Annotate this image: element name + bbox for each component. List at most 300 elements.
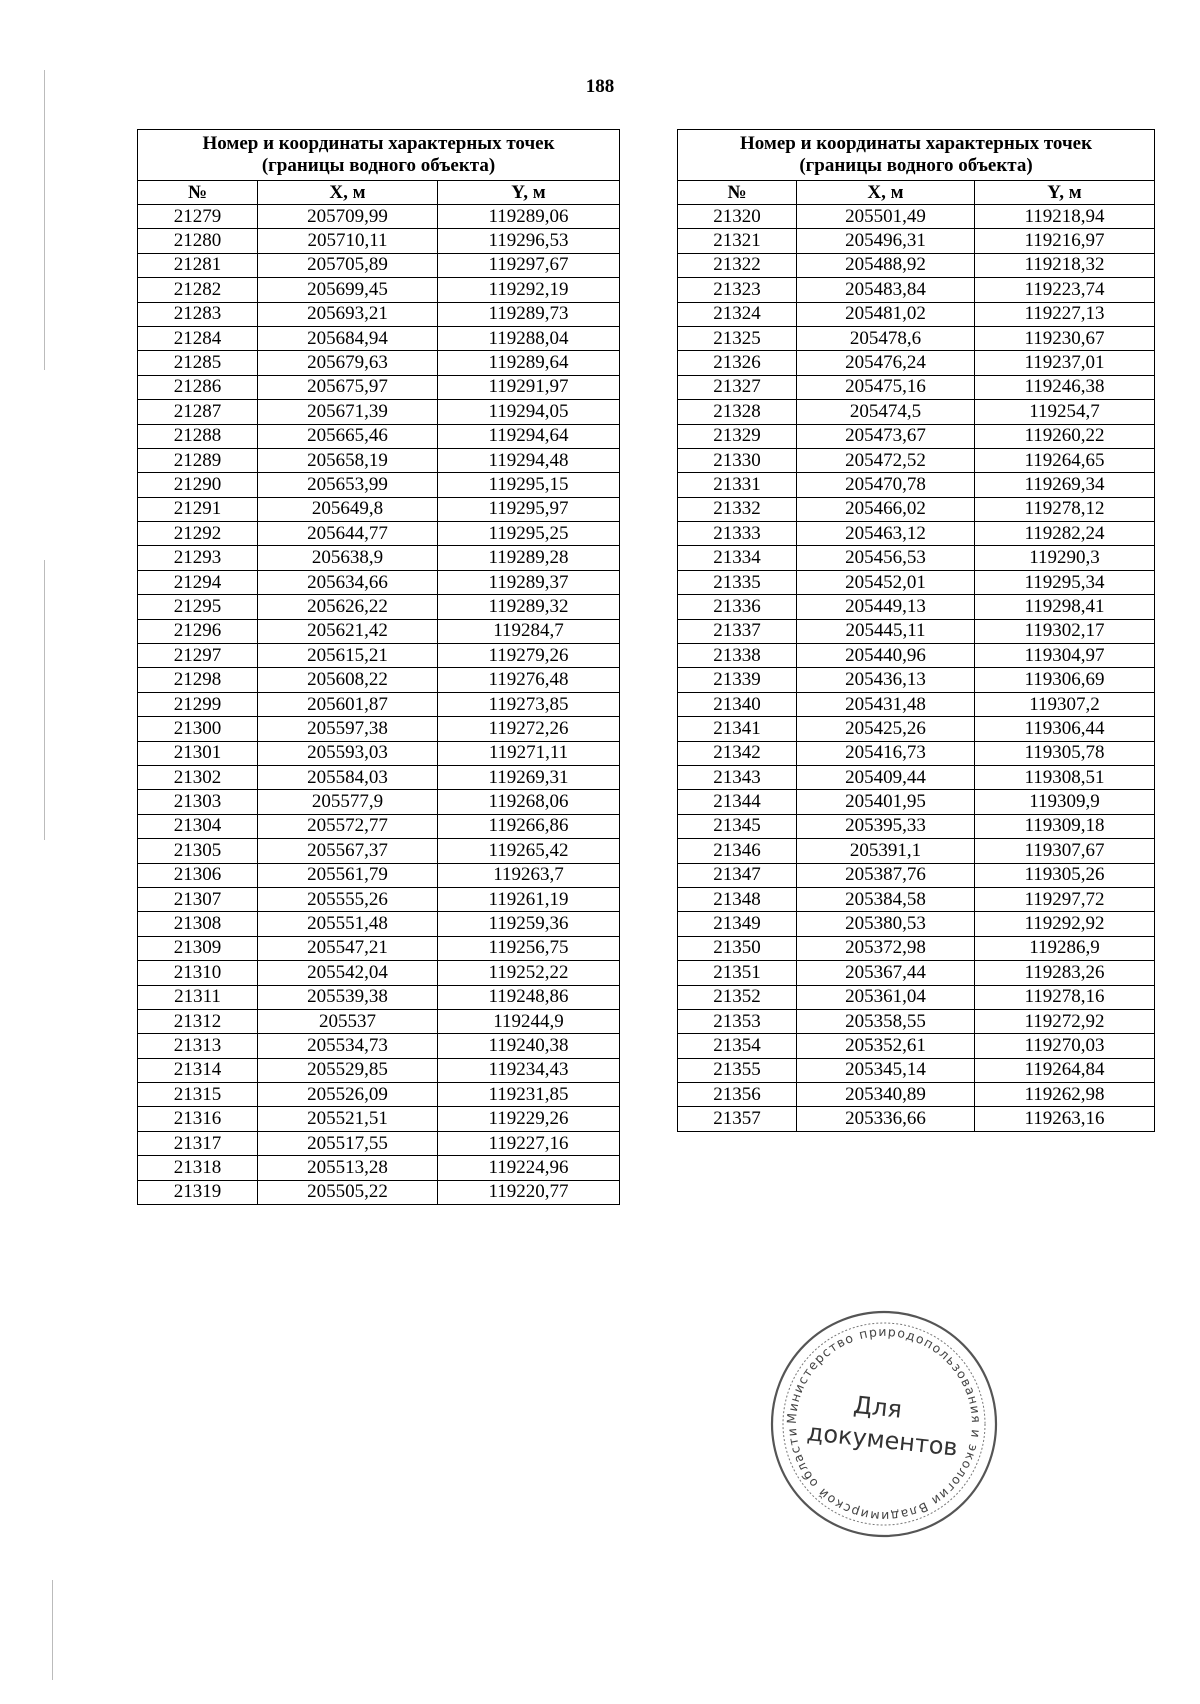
cell-y-coordinate: 119268,06: [438, 790, 620, 814]
cell-y-coordinate: 119234,43: [438, 1058, 620, 1082]
cell-x-coordinate: 205584,03: [258, 765, 438, 789]
cell-x-coordinate: 205649,8: [258, 497, 438, 521]
cell-y-coordinate: 119282,24: [975, 522, 1155, 546]
table-row: [138, 839, 620, 863]
table-row: [678, 790, 1155, 814]
table-row: [138, 936, 620, 960]
table-row: [138, 253, 620, 277]
cell-y-coordinate: 119227,16: [438, 1131, 620, 1155]
cell-y-coordinate: 119259,36: [438, 912, 620, 936]
cell-y-coordinate: 119294,48: [438, 448, 620, 472]
cell-point-number: 21352: [678, 985, 797, 1009]
cell-y-coordinate: 119229,26: [438, 1107, 620, 1131]
cell-x-coordinate: 205709,99: [258, 205, 438, 229]
cell-y-coordinate: 119289,28: [438, 546, 620, 570]
cell-point-number: 21338: [678, 644, 797, 668]
cell-point-number: 21303: [138, 790, 258, 814]
cell-x-coordinate: 205577,9: [258, 790, 438, 814]
cell-point-number: 21294: [138, 570, 258, 594]
cell-x-coordinate: 205699,45: [258, 278, 438, 302]
cell-point-number: 21283: [138, 302, 258, 326]
cell-point-number: 21325: [678, 326, 797, 350]
cell-x-coordinate: 205653,99: [258, 473, 438, 497]
cell-y-coordinate: 119237,01: [975, 351, 1155, 375]
table-row: [678, 351, 1155, 375]
cell-x-coordinate: 205358,55: [797, 1009, 975, 1033]
cell-point-number: 21340: [678, 692, 797, 716]
cell-y-coordinate: 119295,97: [438, 497, 620, 521]
cell-y-coordinate: 119292,19: [438, 278, 620, 302]
cell-y-coordinate: 119304,97: [975, 644, 1155, 668]
cell-point-number: 21298: [138, 668, 258, 692]
cell-x-coordinate: 205517,55: [258, 1131, 438, 1155]
cell-x-coordinate: 205372,98: [797, 936, 975, 960]
cell-y-coordinate: 119283,26: [975, 961, 1155, 985]
cell-point-number: 21304: [138, 814, 258, 838]
cell-x-coordinate: 205551,48: [258, 912, 438, 936]
cell-x-coordinate: 205416,73: [797, 741, 975, 765]
cell-point-number: 21357: [678, 1107, 797, 1131]
cell-y-coordinate: 119307,67: [975, 839, 1155, 863]
cell-point-number: 21290: [138, 473, 258, 497]
cell-point-number: 21346: [678, 839, 797, 863]
table-row: [138, 595, 620, 619]
table-row: [138, 1107, 620, 1131]
cell-x-coordinate: 205361,04: [797, 985, 975, 1009]
cell-y-coordinate: 119260,22: [975, 424, 1155, 448]
cell-y-coordinate: 119269,34: [975, 473, 1155, 497]
cell-y-coordinate: 119302,17: [975, 619, 1155, 643]
cell-x-coordinate: 205675,97: [258, 375, 438, 399]
cell-y-coordinate: 119297,72: [975, 887, 1155, 911]
cell-x-coordinate: 205425,26: [797, 717, 975, 741]
table-row: [138, 1156, 620, 1180]
cell-y-coordinate: 119284,7: [438, 619, 620, 643]
cell-y-coordinate: 119297,67: [438, 253, 620, 277]
cell-x-coordinate: 205526,09: [258, 1083, 438, 1107]
table-row: [138, 1058, 620, 1082]
cell-x-coordinate: 205634,66: [258, 570, 438, 594]
cell-x-coordinate: 205710,11: [258, 229, 438, 253]
cell-y-coordinate: 119273,85: [438, 692, 620, 716]
cell-y-coordinate: 119218,94: [975, 205, 1155, 229]
cell-x-coordinate: 205474,5: [797, 400, 975, 424]
cell-y-coordinate: 119272,26: [438, 717, 620, 741]
cell-point-number: 21302: [138, 765, 258, 789]
cell-x-coordinate: 205483,84: [797, 278, 975, 302]
table-row: [138, 351, 620, 375]
cell-x-coordinate: 205409,44: [797, 765, 975, 789]
table-row: [138, 400, 620, 424]
table-row: [678, 424, 1155, 448]
cell-y-coordinate: 119307,2: [975, 692, 1155, 716]
cell-point-number: 21297: [138, 644, 258, 668]
column-header-y: Y, м: [438, 181, 620, 205]
table-row: [678, 1009, 1155, 1033]
cell-x-coordinate: 205572,77: [258, 814, 438, 838]
cell-x-coordinate: 205705,89: [258, 253, 438, 277]
cell-x-coordinate: 205615,21: [258, 644, 438, 668]
cell-point-number: 21307: [138, 887, 258, 911]
cell-y-coordinate: 119290,3: [975, 546, 1155, 570]
cell-point-number: 21330: [678, 448, 797, 472]
cell-point-number: 21332: [678, 497, 797, 521]
cell-x-coordinate: 205391,1: [797, 839, 975, 863]
cell-point-number: 21344: [678, 790, 797, 814]
table-row: [678, 717, 1155, 741]
cell-y-coordinate: 119254,7: [975, 400, 1155, 424]
table-caption-row: [678, 130, 1155, 181]
cell-x-coordinate: 205593,03: [258, 741, 438, 765]
cell-x-coordinate: 205475,16: [797, 375, 975, 399]
table-row: [138, 424, 620, 448]
table-row: [678, 522, 1155, 546]
cell-point-number: 21321: [678, 229, 797, 253]
cell-point-number: 21314: [138, 1058, 258, 1082]
cell-point-number: 21282: [138, 278, 258, 302]
cell-point-number: 21291: [138, 497, 258, 521]
cell-point-number: 21337: [678, 619, 797, 643]
cell-point-number: 21286: [138, 375, 258, 399]
cell-x-coordinate: 205601,87: [258, 692, 438, 716]
table-row: [678, 1107, 1155, 1131]
cell-y-coordinate: 119278,12: [975, 497, 1155, 521]
cell-point-number: 21293: [138, 546, 258, 570]
cell-point-number: 21306: [138, 863, 258, 887]
table-row: [138, 668, 620, 692]
table-row: [678, 985, 1155, 1009]
table-row: [138, 985, 620, 1009]
table-row: [678, 692, 1155, 716]
table-row: [138, 326, 620, 350]
table-row: [138, 1131, 620, 1155]
cell-x-coordinate: 205481,02: [797, 302, 975, 326]
cell-y-coordinate: 119231,85: [438, 1083, 620, 1107]
cell-point-number: 21318: [138, 1156, 258, 1180]
cell-point-number: 21348: [678, 887, 797, 911]
cell-x-coordinate: 205513,28: [258, 1156, 438, 1180]
cell-y-coordinate: 119289,32: [438, 595, 620, 619]
table-body-left: [138, 205, 620, 1205]
column-header-number: №: [678, 181, 797, 205]
stamp-center-line-2: документов: [805, 1418, 960, 1462]
table-row: [678, 253, 1155, 277]
cell-x-coordinate: 205561,79: [258, 863, 438, 887]
table-row: [678, 205, 1155, 229]
cell-x-coordinate: 205542,04: [258, 961, 438, 985]
table-row: [138, 912, 620, 936]
cell-x-coordinate: 205534,73: [258, 1034, 438, 1058]
cell-point-number: 21339: [678, 668, 797, 692]
table-row: [678, 814, 1155, 838]
cell-point-number: 21335: [678, 570, 797, 594]
cell-x-coordinate: 205367,44: [797, 961, 975, 985]
cell-x-coordinate: 205555,26: [258, 887, 438, 911]
coordinates-table-left: [137, 129, 620, 1205]
cell-point-number: 21316: [138, 1107, 258, 1131]
table-row: [678, 887, 1155, 911]
cell-y-coordinate: 119289,64: [438, 351, 620, 375]
table-row: [138, 863, 620, 887]
cell-x-coordinate: 205547,21: [258, 936, 438, 960]
cell-y-coordinate: 119223,74: [975, 278, 1155, 302]
cell-y-coordinate: 119276,48: [438, 668, 620, 692]
table-caption: [138, 130, 620, 181]
cell-x-coordinate: 205452,01: [797, 570, 975, 594]
cell-y-coordinate: 119216,97: [975, 229, 1155, 253]
cell-y-coordinate: 119244,9: [438, 1009, 620, 1033]
table-row: [138, 644, 620, 668]
table-row: [678, 400, 1155, 424]
cell-y-coordinate: 119279,26: [438, 644, 620, 668]
cell-y-coordinate: 119266,86: [438, 814, 620, 838]
cell-x-coordinate: 205537: [258, 1009, 438, 1033]
table-caption-line-2: (границы водного объекта): [261, 155, 496, 176]
table-row: [678, 570, 1155, 594]
table-row: [678, 473, 1155, 497]
cell-point-number: 21289: [138, 448, 258, 472]
table-row: [678, 278, 1155, 302]
cell-y-coordinate: 119295,34: [975, 570, 1155, 594]
cell-point-number: 21343: [678, 765, 797, 789]
table-caption: [678, 130, 1155, 181]
cell-y-coordinate: 119291,97: [438, 375, 620, 399]
cell-x-coordinate: 205440,96: [797, 644, 975, 668]
table-header-row: [678, 181, 1155, 205]
cell-y-coordinate: 119256,75: [438, 936, 620, 960]
cell-y-coordinate: 119272,92: [975, 1009, 1155, 1033]
cell-point-number: 21279: [138, 205, 258, 229]
cell-x-coordinate: 205345,14: [797, 1058, 975, 1082]
cell-x-coordinate: 205597,38: [258, 717, 438, 741]
table-row: [138, 522, 620, 546]
cell-y-coordinate: 119289,37: [438, 570, 620, 594]
table-row: [138, 1034, 620, 1058]
table-row: [678, 863, 1155, 887]
table-row: [678, 448, 1155, 472]
cell-y-coordinate: 119246,38: [975, 375, 1155, 399]
table-row: [678, 497, 1155, 521]
cell-y-coordinate: 119296,53: [438, 229, 620, 253]
table-row: [138, 887, 620, 911]
cell-y-coordinate: 119265,42: [438, 839, 620, 863]
cell-x-coordinate: 205445,11: [797, 619, 975, 643]
cell-point-number: 21326: [678, 351, 797, 375]
table-row: [678, 741, 1155, 765]
cell-x-coordinate: 205478,6: [797, 326, 975, 350]
cell-y-coordinate: 119292,92: [975, 912, 1155, 936]
cell-y-coordinate: 119309,18: [975, 814, 1155, 838]
cell-point-number: 21319: [138, 1180, 258, 1204]
cell-y-coordinate: 119289,73: [438, 302, 620, 326]
table-row: [138, 278, 620, 302]
cell-point-number: 21300: [138, 717, 258, 741]
table-row: [138, 448, 620, 472]
table-row: [138, 1083, 620, 1107]
cell-x-coordinate: 205608,22: [258, 668, 438, 692]
column-header-y: Y, м: [975, 181, 1155, 205]
cell-y-coordinate: 119271,11: [438, 741, 620, 765]
cell-x-coordinate: 205505,22: [258, 1180, 438, 1204]
table-row: [678, 644, 1155, 668]
cell-point-number: 21347: [678, 863, 797, 887]
cell-point-number: 21353: [678, 1009, 797, 1033]
cell-y-coordinate: 119263,7: [438, 863, 620, 887]
cell-y-coordinate: 119269,31: [438, 765, 620, 789]
cell-point-number: 21323: [678, 278, 797, 302]
table-row: [678, 1058, 1155, 1082]
cell-y-coordinate: 119248,86: [438, 985, 620, 1009]
cell-y-coordinate: 119288,04: [438, 326, 620, 350]
cell-y-coordinate: 119220,77: [438, 1180, 620, 1204]
cell-y-coordinate: 119224,96: [438, 1156, 620, 1180]
cell-x-coordinate: 205431,48: [797, 692, 975, 716]
cell-point-number: 21336: [678, 595, 797, 619]
table-row: [138, 619, 620, 643]
cell-x-coordinate: 205521,51: [258, 1107, 438, 1131]
cell-x-coordinate: 205340,89: [797, 1083, 975, 1107]
table-row: [138, 497, 620, 521]
table-row: [678, 229, 1155, 253]
cell-x-coordinate: 205476,24: [797, 351, 975, 375]
table-row: [678, 839, 1155, 863]
table-caption-line-2: (границы водного объекта): [799, 155, 1033, 176]
cell-point-number: 21312: [138, 1009, 258, 1033]
table-row: [138, 229, 620, 253]
cell-point-number: 21317: [138, 1131, 258, 1155]
cell-x-coordinate: 205626,22: [258, 595, 438, 619]
table-row: [138, 375, 620, 399]
cell-point-number: 21320: [678, 205, 797, 229]
table-row: [678, 302, 1155, 326]
table-row: [678, 1083, 1155, 1107]
cell-point-number: 21322: [678, 253, 797, 277]
cell-x-coordinate: 205463,12: [797, 522, 975, 546]
table-row: [138, 741, 620, 765]
cell-y-coordinate: 119294,05: [438, 400, 620, 424]
cell-y-coordinate: 119305,26: [975, 863, 1155, 887]
cell-point-number: 21328: [678, 400, 797, 424]
cell-x-coordinate: 205529,85: [258, 1058, 438, 1082]
cell-y-coordinate: 119295,25: [438, 522, 620, 546]
cell-point-number: 21308: [138, 912, 258, 936]
table-row: [138, 205, 620, 229]
table-row: [678, 912, 1155, 936]
cell-point-number: 21281: [138, 253, 258, 277]
cell-point-number: 21333: [678, 522, 797, 546]
cell-point-number: 21284: [138, 326, 258, 350]
cell-point-number: 21329: [678, 424, 797, 448]
stamp-center-line-1: Для: [852, 1390, 904, 1424]
cell-x-coordinate: 205621,42: [258, 619, 438, 643]
cell-point-number: 21287: [138, 400, 258, 424]
cell-point-number: 21296: [138, 619, 258, 643]
cell-x-coordinate: 205384,58: [797, 887, 975, 911]
cell-y-coordinate: 119278,16: [975, 985, 1155, 1009]
cell-y-coordinate: 119262,98: [975, 1083, 1155, 1107]
cell-y-coordinate: 119306,44: [975, 717, 1155, 741]
scan-artifact: [52, 1580, 53, 1680]
cell-x-coordinate: 205380,53: [797, 912, 975, 936]
table-row: [678, 936, 1155, 960]
cell-y-coordinate: 119289,06: [438, 205, 620, 229]
cell-x-coordinate: 205456,53: [797, 546, 975, 570]
cell-point-number: 21295: [138, 595, 258, 619]
cell-y-coordinate: 119264,84: [975, 1058, 1155, 1082]
cell-point-number: 21280: [138, 229, 258, 253]
cell-point-number: 21349: [678, 912, 797, 936]
cell-point-number: 21327: [678, 375, 797, 399]
table-row: [678, 326, 1155, 350]
cell-y-coordinate: 119263,16: [975, 1107, 1155, 1131]
table-row: [678, 546, 1155, 570]
table-row: [678, 375, 1155, 399]
cell-x-coordinate: 205644,77: [258, 522, 438, 546]
cell-point-number: 21311: [138, 985, 258, 1009]
cell-x-coordinate: 205352,61: [797, 1034, 975, 1058]
table-row: [138, 765, 620, 789]
cell-y-coordinate: 119294,64: [438, 424, 620, 448]
cell-point-number: 21285: [138, 351, 258, 375]
table-row: [678, 595, 1155, 619]
cell-x-coordinate: 205472,52: [797, 448, 975, 472]
cell-x-coordinate: 205449,13: [797, 595, 975, 619]
table-row: [138, 570, 620, 594]
table-header-row: [138, 181, 620, 205]
cell-y-coordinate: 119305,78: [975, 741, 1155, 765]
scan-artifact: [44, 560, 45, 840]
cell-x-coordinate: 205684,94: [258, 326, 438, 350]
cell-x-coordinate: 205671,39: [258, 400, 438, 424]
table-row: [678, 668, 1155, 692]
cell-y-coordinate: 119230,67: [975, 326, 1155, 350]
cell-x-coordinate: 205336,66: [797, 1107, 975, 1131]
cell-point-number: 21310: [138, 961, 258, 985]
table-row: [138, 302, 620, 326]
table-body-right: [678, 205, 1155, 1132]
cell-point-number: 21305: [138, 839, 258, 863]
column-header-x: X, м: [797, 181, 975, 205]
column-header-x: X, м: [258, 181, 438, 205]
cell-y-coordinate: 119218,32: [975, 253, 1155, 277]
cell-point-number: 21354: [678, 1034, 797, 1058]
cell-point-number: 21292: [138, 522, 258, 546]
table-row: [138, 473, 620, 497]
table-row: [138, 692, 620, 716]
table-row: [678, 765, 1155, 789]
table-row: [138, 717, 620, 741]
cell-y-coordinate: 119264,65: [975, 448, 1155, 472]
stamp-outer-ring: [772, 1312, 996, 1536]
cell-x-coordinate: 205470,78: [797, 473, 975, 497]
cell-x-coordinate: 205501,49: [797, 205, 975, 229]
cell-x-coordinate: 205401,95: [797, 790, 975, 814]
cell-x-coordinate: 205496,31: [797, 229, 975, 253]
cell-point-number: 21315: [138, 1083, 258, 1107]
table-row: [138, 1009, 620, 1033]
page-number: 188: [585, 76, 615, 97]
cell-y-coordinate: 119306,69: [975, 668, 1155, 692]
cell-y-coordinate: 119227,13: [975, 302, 1155, 326]
cell-y-coordinate: 119270,03: [975, 1034, 1155, 1058]
cell-x-coordinate: 205466,02: [797, 497, 975, 521]
table-row: [138, 961, 620, 985]
table-row: [678, 1034, 1155, 1058]
table-row: [138, 814, 620, 838]
cell-x-coordinate: 205539,38: [258, 985, 438, 1009]
cell-x-coordinate: 205567,37: [258, 839, 438, 863]
cell-point-number: 21331: [678, 473, 797, 497]
